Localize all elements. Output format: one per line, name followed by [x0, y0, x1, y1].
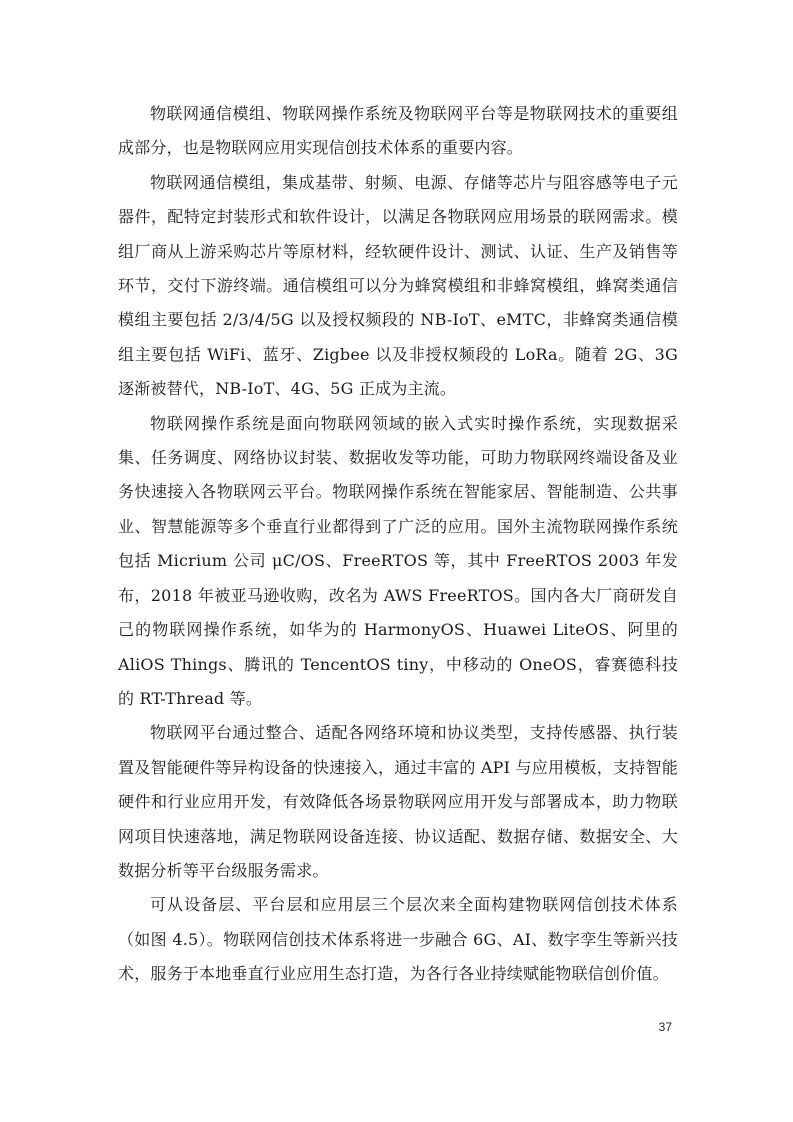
paragraph-iot-platform: 物联网平台通过整合、适配各网络环境和协议类型，支持传感器、执行装置及智能硬件等异构设备的快速接入，通过丰富的 API 与应用模板，支持智能硬件和行业应用开发，有效降低各场景物联网应用开发与部署成本，助力物联网项目快速落地，满足物联网设备连接、协议适配、数据存储、数据安全、大数据分析等平台级服务需求。 [118, 723, 678, 880]
page-number: 37 [658, 1020, 672, 1034]
document-body [118, 97, 678, 992]
paragraph-intro: 物联网通信模组、物联网操作系统及物联网平台等是物联网技术的重要组成部分，也是物联网应用实现信创技术体系的重要内容。 [118, 104, 678, 158]
paragraph-technology-system: 可从设备层、平台层和应用层三个层次来全面构建物联网信创技术体系（如图 4.5）。物联网信创技术体系将进一步融合 6G、AI、数字孪生等新兴技术，服务于本地垂直行业应用生态打造，为各行各业持续赋能物联信创价值。 [118, 895, 678, 984]
paragraph-operating-system: 物联网操作系统是面向物联网领域的嵌入式实时操作系统，实现数据采集、任务调度、网络协议封装、数据收发等功能，可助力物联网终端设备及业务快速接入各物联网云平台。物联网操作系统在智能家居、智能制造、公共事业、智慧能源等多个垂直行业都得到了广泛的应用。国外主流物联网操作系统包括 Micrium 公司 μC/OS、FreeRTOS 等，其中 FreeRTOS 2003 年发布，2018 年被亚马逊收购，改名为 AWS FreeRTOS。国内各大厂商研发自己的物联网操作系统，如华为的 HarmonyOS、Huawei LiteOS、阿里的 AliOS Things、腾讯的 TencentOS tiny，中移动的 OneOS，睿赛德科技的 RT-Thread 等。 [118, 413, 678, 708]
paragraph-communication-module: 物联网通信模组，集成基带、射频、电源、存储等芯片与阻容感等电子元器件，配特定封装形式和软件设计，以满足各物联网应用场景的联网需求。模组厂商从上游采购芯片等原材料，经软硬件设计、测试、认证、生产及销售等环节，交付下游终端。通信模组可以分为蜂窝模组和非蜂窝模组，蜂窝类通信模组主要包括 2/3/4/5G 以及授权频段的 NB-IoT、eMTC，非蜂窝类通信模组主要包括 WiFi、蓝牙、Zigbee 以及非授权频段的 LoRa。随着 2G、3G 逐渐被替代，NB-IoT、4G、5G 正成为主流。 [118, 172, 678, 399]
